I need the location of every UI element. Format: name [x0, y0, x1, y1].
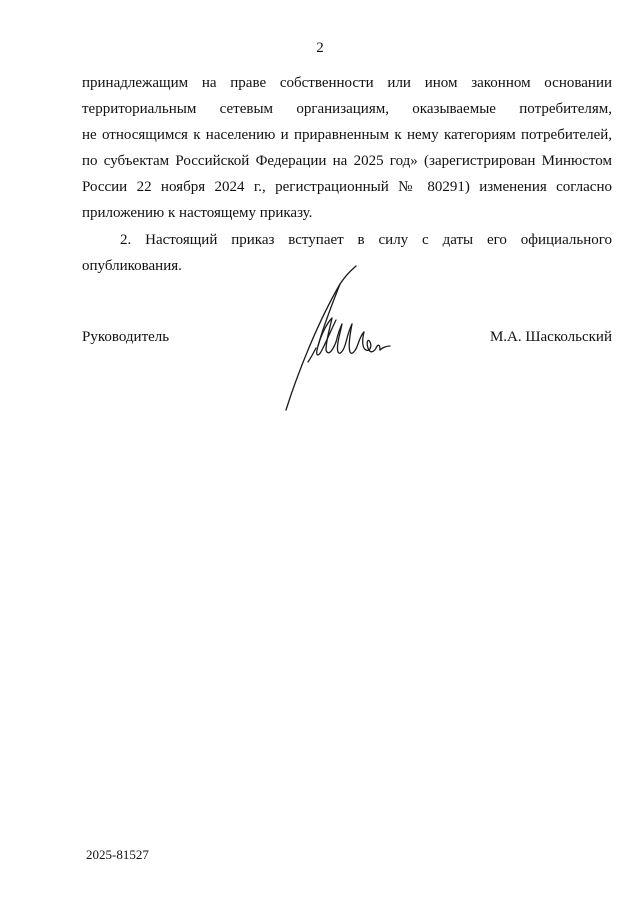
paragraph-line: опубликования.	[82, 258, 182, 274]
signatory-title: Руководитель	[82, 329, 170, 345]
paragraph-line: России 22 ноября 2024 г., регистрационный № 80291) изменения согласно	[82, 179, 612, 195]
document-registration-number: 2025-81527	[86, 847, 149, 862]
paragraph-line: принадлежащим на праве собственности или ином законном основании	[82, 75, 612, 91]
paragraph-line: 2. Настоящий приказ вступает в силу с даты его официального	[120, 232, 612, 248]
page-number: 2	[316, 40, 324, 56]
signatory-name: М.А. Шаскольский	[489, 329, 612, 345]
paragraph-line: приложению к настоящему приказу.	[82, 205, 313, 221]
paragraph-1	[82, 70, 612, 226]
paragraph-line: не относящимся к населению и приравненным к нему категориям потребителей,	[82, 127, 612, 143]
paragraph-line: территориальным сетевым организациям, оказываемые потребителям,	[82, 101, 612, 117]
paragraph-line: по субъектам Российской Федерации на 2025 год» (зарегистрирован Минюстом	[82, 153, 612, 169]
handwritten-signature	[278, 262, 393, 412]
